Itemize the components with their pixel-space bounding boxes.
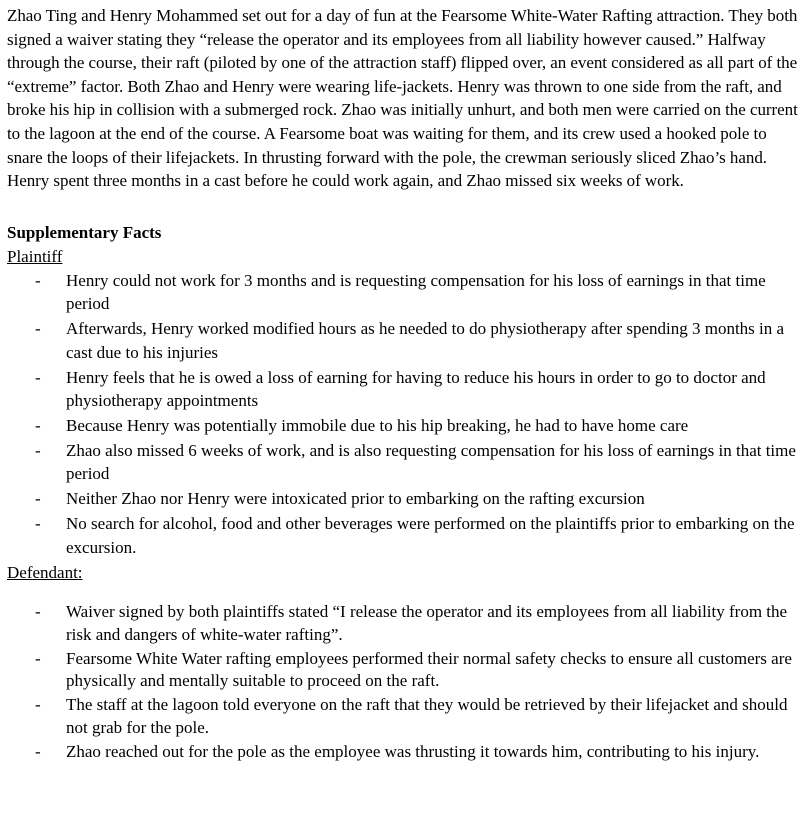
defendant-facts-list bbox=[7, 601, 799, 763]
bullet-dash: - bbox=[35, 489, 41, 509]
list-item bbox=[7, 694, 799, 739]
list-item-text: Zhao reached out for the pole as the employee was thrusting it towards him, contributing to his injury. bbox=[66, 741, 760, 761]
bullet-dash: - bbox=[35, 602, 41, 622]
list-item bbox=[7, 317, 799, 364]
list-item bbox=[7, 439, 799, 486]
bullet-dash: - bbox=[35, 648, 41, 668]
bullet-dash: - bbox=[35, 695, 41, 715]
bullet-dash: - bbox=[35, 319, 41, 339]
list-item-text: Neither Zhao nor Henry were intoxicated prior to embarking on the rafting excursion bbox=[66, 489, 645, 509]
bullet-dash: - bbox=[35, 741, 41, 761]
list-item bbox=[7, 512, 799, 559]
list-item bbox=[7, 601, 799, 646]
list-item-text: Waiver signed by both plaintiffs stated “I release the operator and its employees from all liability from the risk and dangers of white-water rafting”. bbox=[66, 602, 788, 644]
intro-paragraph: Zhao Ting and Henry Mohammed set out for a day of fun at the Fearsome White-Water Rafting attraction. They both signed a waiver stating they “release the operator and its employees from all liability however caused.” Halfway through the course, their raft (piloted by one of the attraction staff) flipped over, an event considered as all part of the “extreme” factor. Both Zhao and Henry were wearing life-jackets. Henry was thrown to one side from the raft, and broke his hip in collision with a submerged rock. Zhao was initially unhurt, and both men were carried on the current to the lagoon at the end of the course. A Fearsome boat was waiting for them, and its crew used a hooked pole to snare the loops of their lifejackets. In thrusting forward with the pole, the crewman seriously sliced Zhao’s hand. Henry spent three months in a cast before he could work again, and Zhao missed six weeks of work. bbox=[7, 6, 798, 191]
list-item bbox=[7, 741, 799, 763]
list-item-text: Afterwards, Henry worked modified hours as he needed to do physiotherapy after spending 3 months in a cast due to his injuries bbox=[66, 319, 785, 362]
list-item bbox=[7, 414, 799, 438]
list-item-text: Because Henry was potentially immobile due to his hip breaking, he had to have home care bbox=[66, 415, 689, 435]
list-item bbox=[7, 648, 799, 693]
bullet-dash: - bbox=[35, 440, 41, 460]
supplementary-facts-heading: Supplementary Facts bbox=[7, 222, 162, 242]
list-item bbox=[7, 487, 799, 511]
list-item-text: Zhao also missed 6 weeks of work, and is also requesting compensation for his loss of earnings in that time period bbox=[66, 440, 796, 484]
defendant-subheading: Defendant: bbox=[7, 563, 83, 583]
list-item bbox=[7, 269, 799, 316]
list-item-text: Henry could not work for 3 months and is requesting compensation for his loss of earnings in that time period bbox=[66, 270, 766, 314]
plaintiff-facts-list bbox=[7, 269, 799, 559]
bullet-dash: - bbox=[35, 415, 41, 435]
document-body bbox=[7, 4, 799, 765]
bullet-dash: - bbox=[35, 367, 41, 387]
list-item bbox=[7, 366, 799, 413]
list-item-text: Fearsome White Water rafting employees performed their normal safety checks to ensure all customers are physically and mentally suitable to proceed on the raft. bbox=[66, 648, 792, 691]
list-item-text: Henry feels that he is owed a loss of earning for having to reduce his hours in order to go to doctor and physiotherapy appointments bbox=[66, 367, 766, 411]
bullet-dash: - bbox=[35, 514, 41, 534]
plaintiff-subheading: Plaintiff bbox=[7, 246, 63, 266]
list-item-text: The staff at the lagoon told everyone on the raft that they would be retrieved by their lifejacket and should not grab for the pole. bbox=[66, 695, 788, 737]
list-item-text: No search for alcohol, food and other beverages were performed on the plaintiffs prior to embarking on the excursion. bbox=[66, 514, 795, 557]
bullet-dash: - bbox=[35, 270, 41, 290]
